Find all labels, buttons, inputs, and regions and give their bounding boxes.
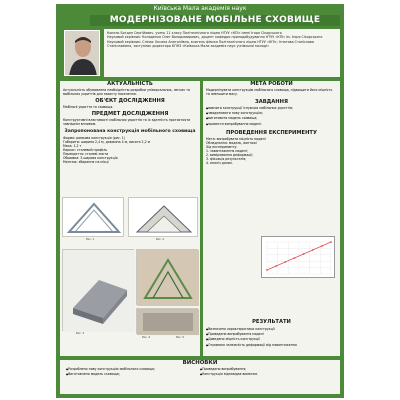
proposal-line: Форма: рамкова конструкція (рис. 1)	[63, 135, 126, 140]
result-item: ● Отримано залежність деформації від навантаження	[206, 343, 337, 348]
experiment-line: Обладнання: модель, вантажі	[206, 140, 257, 145]
conclusion-item: ● Проведено випробування;	[200, 367, 334, 372]
experiment-chart	[261, 236, 335, 278]
data-point	[294, 257, 296, 259]
figure-3-caption: Рис. 3	[76, 332, 84, 335]
figure-2-caption: Рис. 2	[156, 238, 164, 241]
title-bar	[90, 15, 340, 26]
line-chart	[262, 237, 336, 279]
experiment-line: 3. фіксація результатів;	[206, 156, 247, 161]
subject-text: Конструктивні властивості мобільних укриттів та їх здатність протистояти зовнішнім впливам.	[63, 118, 191, 126]
data-point	[275, 265, 277, 267]
proposal-line: Маса: 1,2 т	[63, 143, 82, 148]
result-item: ● Проведено випробування моделі	[206, 332, 337, 337]
conclusions-list-left	[66, 367, 200, 377]
actuality-heading: АКТУАЛЬНІСТЬ	[107, 81, 153, 87]
conclusions-heading: ВИСНОВКИ	[182, 360, 218, 366]
results-heading: РЕЗУЛЬТАТИ	[252, 319, 291, 325]
actuality-text: Актуальність обумовлена необхідністю розробки універсальних, легких та мобільних укриттів для захисту населення.	[63, 88, 190, 96]
shelter-frame-icon	[63, 198, 125, 238]
conclusion-item: ● Виготовлено модель сховища;	[66, 372, 200, 377]
data-point	[312, 249, 314, 251]
conclusions-panel	[60, 360, 340, 394]
chart-grid	[267, 242, 331, 274]
data-point	[266, 269, 268, 271]
object-text: Мобільні укриття та сховища.	[63, 105, 114, 109]
data-point	[321, 245, 323, 247]
supervisor-text-2: Науковий керівник: Сліпак Оксана Анатоліївна, вчитель фізики Політехнічного ліцею НТУУ «КПІ»; Ігнатова Станіслава Станіславівна, заступник директора КПНЗ «Київська Мала академія наук учнівської молоді»	[107, 39, 314, 49]
conclusion-item: ● Конструкція відповідає вимогам.	[200, 372, 334, 377]
portrait-icon	[65, 31, 100, 76]
shelter-prototype-icon	[137, 250, 199, 306]
experiment-list	[203, 137, 273, 165]
experiment-line: 1. завантаження моделі;	[206, 148, 248, 153]
poster-title: МОДЕРНІЗОВАНЕ МОБІЛЬНЕ СХОВИЩЕ	[109, 15, 321, 25]
figure-4	[136, 249, 198, 305]
conclusions-list-right	[200, 367, 334, 377]
figure-2	[128, 197, 198, 237]
conclusion-item: ● Розроблено нову конструкцію мобільного сховища;	[66, 367, 200, 372]
figure-5-caption: Рис. 5	[176, 336, 184, 339]
experiment-line: 4. аналіз даних.	[206, 160, 233, 165]
experiment-line: Хід експерименту:	[206, 144, 238, 149]
shelter-model-icon	[129, 198, 199, 238]
figure-5	[136, 308, 198, 334]
results-list	[203, 327, 340, 348]
right-column	[203, 81, 340, 356]
academy-name: Київська Мала академія наук	[153, 5, 247, 12]
proposal-list	[60, 136, 200, 164]
author-text: Кокель Богдан Сергійович, учень 11 класу Політехнічного ліцею НТУУ «КПІ» імені Ігоря Сікорського	[107, 31, 282, 35]
proposal-line: Монтаж: збирання на місці	[63, 159, 109, 164]
shelter-cylinder-icon	[63, 250, 135, 332]
tasks-list	[203, 106, 340, 127]
experiment-line: Мета: випробувати міцність моделі	[206, 136, 266, 141]
author-photo	[64, 30, 100, 76]
task-item: ● вивчити конструкції існуючих мобільних укриттів;	[206, 106, 337, 111]
task-item: ● виготовити модель сховища;	[206, 116, 337, 121]
shelter-panel-icon	[137, 309, 199, 335]
proposal-heading: Запропонована конструкція мобільного сховища	[64, 129, 196, 134]
data-point	[284, 261, 286, 263]
proposal-line: Обшивка: 3-шарова конструкція	[63, 155, 118, 160]
result-item: ● Визначено характеристики конструкції	[206, 327, 337, 332]
data-point	[303, 253, 305, 255]
proposal-line: Габарити: ширина 2,4 м, довжина 4 м, висота 2,2 м	[63, 139, 151, 144]
supervisor-text-1: Науковий керівник: Коляденко Олег Володимирович, доцент кафедри приладобудування НТУУ «КПІ» ім. Ігоря Сікорського	[107, 35, 323, 40]
result-item: ● Доведено міцність конструкції	[206, 337, 337, 342]
proposal-line: Перекриття: сталеві листи	[63, 151, 109, 156]
task-item: ● змоделювати нову конструкцію;	[206, 111, 337, 116]
experiment-line: 2. вимірювання деформації;	[206, 152, 254, 157]
authors-block	[104, 29, 340, 77]
data-point	[330, 241, 332, 243]
figure-4-caption: Рис. 4	[142, 336, 150, 339]
tasks-heading: ЗАВДАННЯ	[255, 99, 288, 105]
figure-3	[62, 249, 134, 331]
figure-1	[62, 197, 124, 237]
object-heading: ОБ'ЄКТ ДОСЛІДЖЕННЯ	[95, 98, 165, 104]
experiment-heading: ПРОВЕДЕННЯ ЕКСПЕРИМЕНТУ	[226, 129, 317, 136]
goal-text: Модернізувати конструкцію мобільного сховища, підвищити його міцність та зменшити масу.	[206, 88, 333, 96]
task-item: ● провести випробування моделі.	[206, 122, 337, 127]
figure-1-caption: Рис. 1	[86, 238, 94, 241]
poster	[56, 4, 344, 398]
proposal-line: Каркас: сталевий профіль	[63, 147, 108, 152]
conclusions-columns	[60, 367, 340, 377]
goal-heading: МЕТА РОБОТИ	[250, 81, 293, 87]
subject-heading: ПРЕДМЕТ ДОСЛІДЖЕННЯ	[91, 111, 169, 117]
